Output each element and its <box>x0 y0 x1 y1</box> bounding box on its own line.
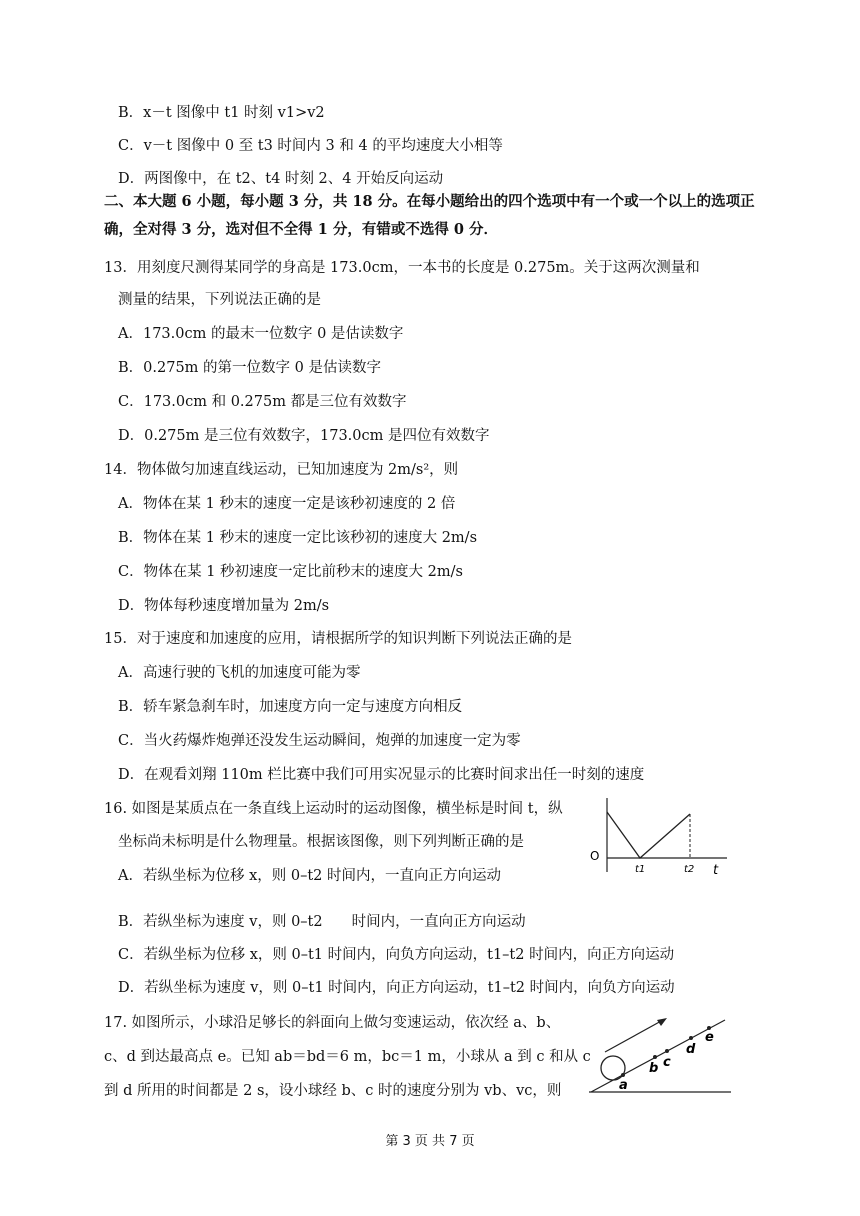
section2-heading-line1: 二、本大题 6 小题，每小题 3 分，共 18 分。在每小题给出的四个选项中有一个或一个以上的选项正 <box>104 193 755 210</box>
q13-stem-line2: 测量的结果，下列说法正确的是 <box>118 292 321 308</box>
q16-stem-line1: 16. 如图是某质点在一条直线上运动时的运动图像，横坐标是时间 t，纵 <box>104 801 563 817</box>
q12-option-d: D．两图像中，在 t2、t4 时刻 2、4 开始反向运动 <box>118 171 444 187</box>
q17-stem-line3: 到 d 所用的时间都是 2 s，设小球经 b、c 时的速度分别为 vb、vc，则 <box>104 1083 562 1099</box>
label-c: c <box>663 1055 671 1070</box>
label-d: d <box>686 1042 696 1057</box>
t1-label: t1 <box>635 864 646 875</box>
direction-arrow <box>605 1020 663 1052</box>
page-footer: 第 3 页 共 7 页 <box>385 1134 475 1149</box>
q13-option-a: A．173.0cm 的最末一位数字 0 是估读数字 <box>118 326 404 342</box>
q13-stem-line1: 13．用刻度尺测得某同学的身高是 173.0cm，一本书的长度是 0.275m。关于这两次测量和 <box>104 260 700 276</box>
label-e: e <box>705 1030 714 1045</box>
t2-label: t2 <box>684 864 695 875</box>
label-a: a <box>619 1078 628 1093</box>
q14-option-c: C．物体在某 1 秒初速度一定比前秒末的速度大 2m/s <box>118 564 463 580</box>
q16-motion-graph <box>585 792 735 882</box>
q13-option-b: B．0.275m 的第一位数字 0 是估读数字 <box>118 360 381 376</box>
graph-curve <box>607 812 690 858</box>
q16-option-a: A．若纵坐标为位移 x，则 0–t2 时间内，一直向正方向运动 <box>118 868 502 884</box>
label-b: b <box>649 1061 659 1076</box>
ball <box>601 1056 625 1080</box>
q16-option-d: D．若纵坐标为速度 v，则 0–t1 时间内，向正方向运动，t1–t2 时间内，向负方向运动 <box>118 980 675 996</box>
q16-option-c: C．若纵坐标为位移 x，则 0–t1 时间内，向负方向运动，t1–t2 时间内，向正方向运动 <box>118 947 675 963</box>
q17-stem-line1: 17. 如图所示，小球沿足够长的斜面向上做匀变速运动，依次经 a、b、 <box>104 1015 561 1031</box>
q17-incline-figure <box>585 1012 735 1096</box>
arrow-head <box>657 1018 667 1026</box>
point-b <box>653 1055 657 1059</box>
origin-label: O <box>590 849 600 863</box>
q14-stem: 14．物体做匀加速直线运动，已知加速度为 2m/s²，则 <box>104 462 459 478</box>
point-d <box>689 1036 693 1040</box>
q17-stem-line2: c、d 到达最高点 e。已知 ab＝bd＝6 m，bc＝1 m，小球从 a 到 c 和从 c <box>104 1049 591 1065</box>
q12-option-b: B．x－t 图像中 t1 时刻 v1>v2 <box>118 105 325 121</box>
q14-option-b: B．物体在某 1 秒末的速度一定比该秒初的速度大 2m/s <box>118 530 478 546</box>
q15-stem: 15．对于速度和加速度的应用，请根据所学的知识判断下列说法正确的是 <box>104 631 572 647</box>
q13-option-c: C．173.0cm 和 0.275m 都是三位有效数字 <box>118 394 407 410</box>
q15-option-a: A．高速行驶的飞机的加速度可能为零 <box>118 665 361 681</box>
q12-option-c: C．v－t 图像中 0 至 t3 时间内 3 和 4 的平均速度大小相等 <box>118 138 503 154</box>
section2-heading-line2: 确，全对得 3 分，选对但不全得 1 分，有错或不选得 0 分． <box>104 221 499 238</box>
q16-option-b: B．若纵坐标为速度 v，则 0–t2 时间内，一直向正方向运动 <box>118 914 526 930</box>
q16-stem-line2: 坐标尚未标明是什么物理量。根据该图像，则下列判断正确的是 <box>118 834 524 850</box>
q14-option-d: D．物体每秒速度增加量为 2m/s <box>118 598 330 614</box>
t-axis-label: t <box>713 863 719 878</box>
q14-option-a: A．物体在某 1 秒末的速度一定是该秒初速度的 2 倍 <box>118 496 456 512</box>
point-c <box>665 1049 669 1053</box>
q15-option-c: C．当火药爆炸炮弹还没发生运动瞬间，炮弹的加速度一定为零 <box>118 733 521 749</box>
q15-option-d: D．在观看刘翔 110m 栏比赛中我们可用实况显示的比赛时间求出任一时刻的速度 <box>118 767 645 783</box>
q13-option-d: D．0.275m 是三位有效数字，173.0cm 是四位有效数字 <box>118 428 490 444</box>
point-a <box>621 1073 625 1077</box>
q15-option-b: B．轿车紧急刹车时，加速度方向一定与速度方向相反 <box>118 699 463 715</box>
